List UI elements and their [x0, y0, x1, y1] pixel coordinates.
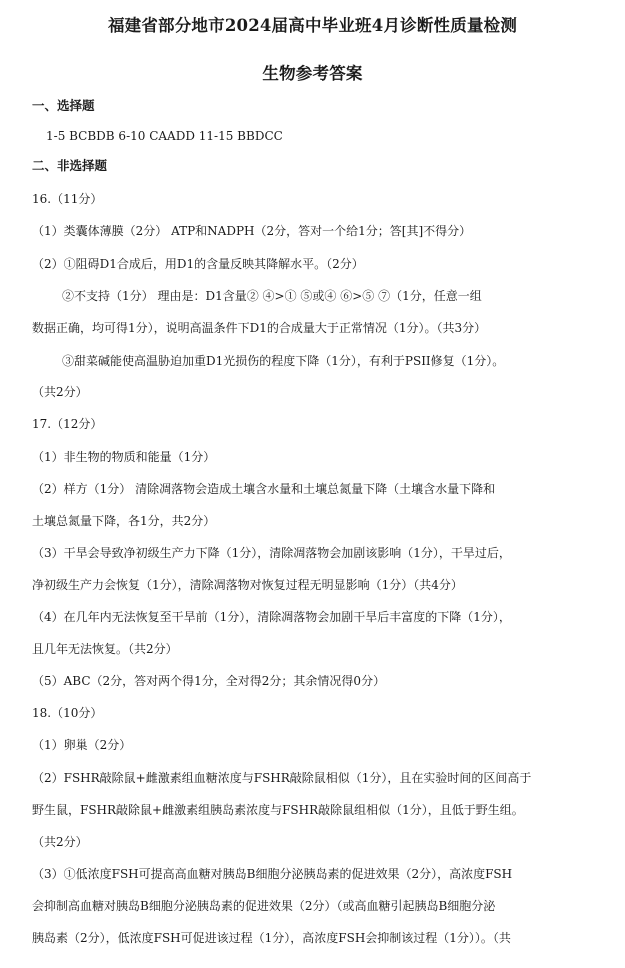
- question-17-line-8: （5）ABC（2分，答对两个得1分，全对得2分；其余情况得0分）: [32, 674, 386, 688]
- question-18-line-5: （3）①低浓度FSH可提高高血糖对胰岛B细胞分泌胰岛素的促进效果（2分），高浓度FSH: [32, 867, 513, 881]
- section-heading-multiple-choice: 一、选择题: [32, 98, 95, 113]
- question-18-line-2: （2）FSHR敲除鼠+雌激素组血糖浓度与FSHR敲除鼠相似（1分），且在实验时间的区间高于: [32, 771, 532, 785]
- question-16-line-6: （共2分）: [32, 385, 88, 399]
- question-18-line-3: 野生鼠，FSHR敲除鼠+雌激素组胰岛素浓度与FSHR敲除鼠组相似（1分），且低于野生组。: [32, 803, 524, 817]
- question-16-line-4: 数据正确，均可得1分），说明高温条件下D1的合成量大于正常情况（1分）。（共3分）: [32, 321, 487, 335]
- question-17-line-5: 净初级生产力会恢复（1分），清除凋落物对恢复过程无明显影响（1分）（共4分）: [32, 578, 463, 592]
- page-subtitle: 生物参考答案: [262, 64, 363, 83]
- question-18-line-1: （1）卵巢（2分）: [32, 738, 132, 752]
- section-heading-non-choice: 二、非选择题: [32, 158, 108, 173]
- question-16-line-1: （1）类囊体薄膜（2分） ATP和NADPH（2分，答对一个给1分；答[其]不得分）: [32, 224, 472, 238]
- question-18-line-7: 胰岛素（2分），低浓度FSH可促进该过程（1分），高浓度FSH会抑制该过程（1分））。（共: [32, 931, 511, 945]
- multiple-choice-answers: 1-5 BCBDB 6-10 CAADD 11-15 BBDCC: [46, 129, 283, 143]
- question-18-line-4: （共2分）: [32, 835, 88, 849]
- question-17-line-1: （1）非生物的物质和能量（1分）: [32, 450, 216, 464]
- question-16-line-5: ③甜菜碱能使高温胁迫加重D1光损伤的程度下降（1分），有利于PSII修复（1分）。: [62, 354, 505, 368]
- question-16-header: 16.（11分）: [32, 192, 103, 206]
- page-title: 福建省部分地市2024届高中毕业班4月诊断性质量检测: [107, 16, 518, 35]
- question-17-line-4: （3）干旱会导致净初级生产力下降（1分），清除凋落物会加剧该影响（1分），干旱过后，: [32, 546, 511, 560]
- question-18-header: 18.（10分）: [32, 706, 103, 720]
- question-16-line-2: （2）①阻碍D1合成后，用D1的含量反映其降解水平。（2分）: [32, 257, 364, 271]
- question-17-line-2: （2）样方（1分） 清除凋落物会造成土壤含水量和土壤总氮量下降（土壤含水量下降和: [32, 482, 496, 496]
- question-17-line-7: 且几年无法恢复。（共2分）: [32, 642, 178, 656]
- question-18-line-6: 会抑制高血糖对胰岛B细胞分泌胰岛素的促进效果（2分）（或高血糖引起胰岛B细胞分泌: [32, 899, 496, 913]
- question-16-line-3: ②不支持（1分） 理由是：D1含量② ④>① ⑤或④ ⑥>⑤ ⑦（1分，任意一组: [62, 289, 482, 303]
- question-17-line-6: （4）在几年内无法恢复至干旱前（1分），清除凋落物会加剧干旱后丰富度的下降（1分），: [32, 610, 511, 624]
- question-17-header: 17.（12分）: [32, 417, 103, 431]
- question-17-line-3: 土壤总氮量下降，各1分，共2分）: [32, 514, 216, 528]
